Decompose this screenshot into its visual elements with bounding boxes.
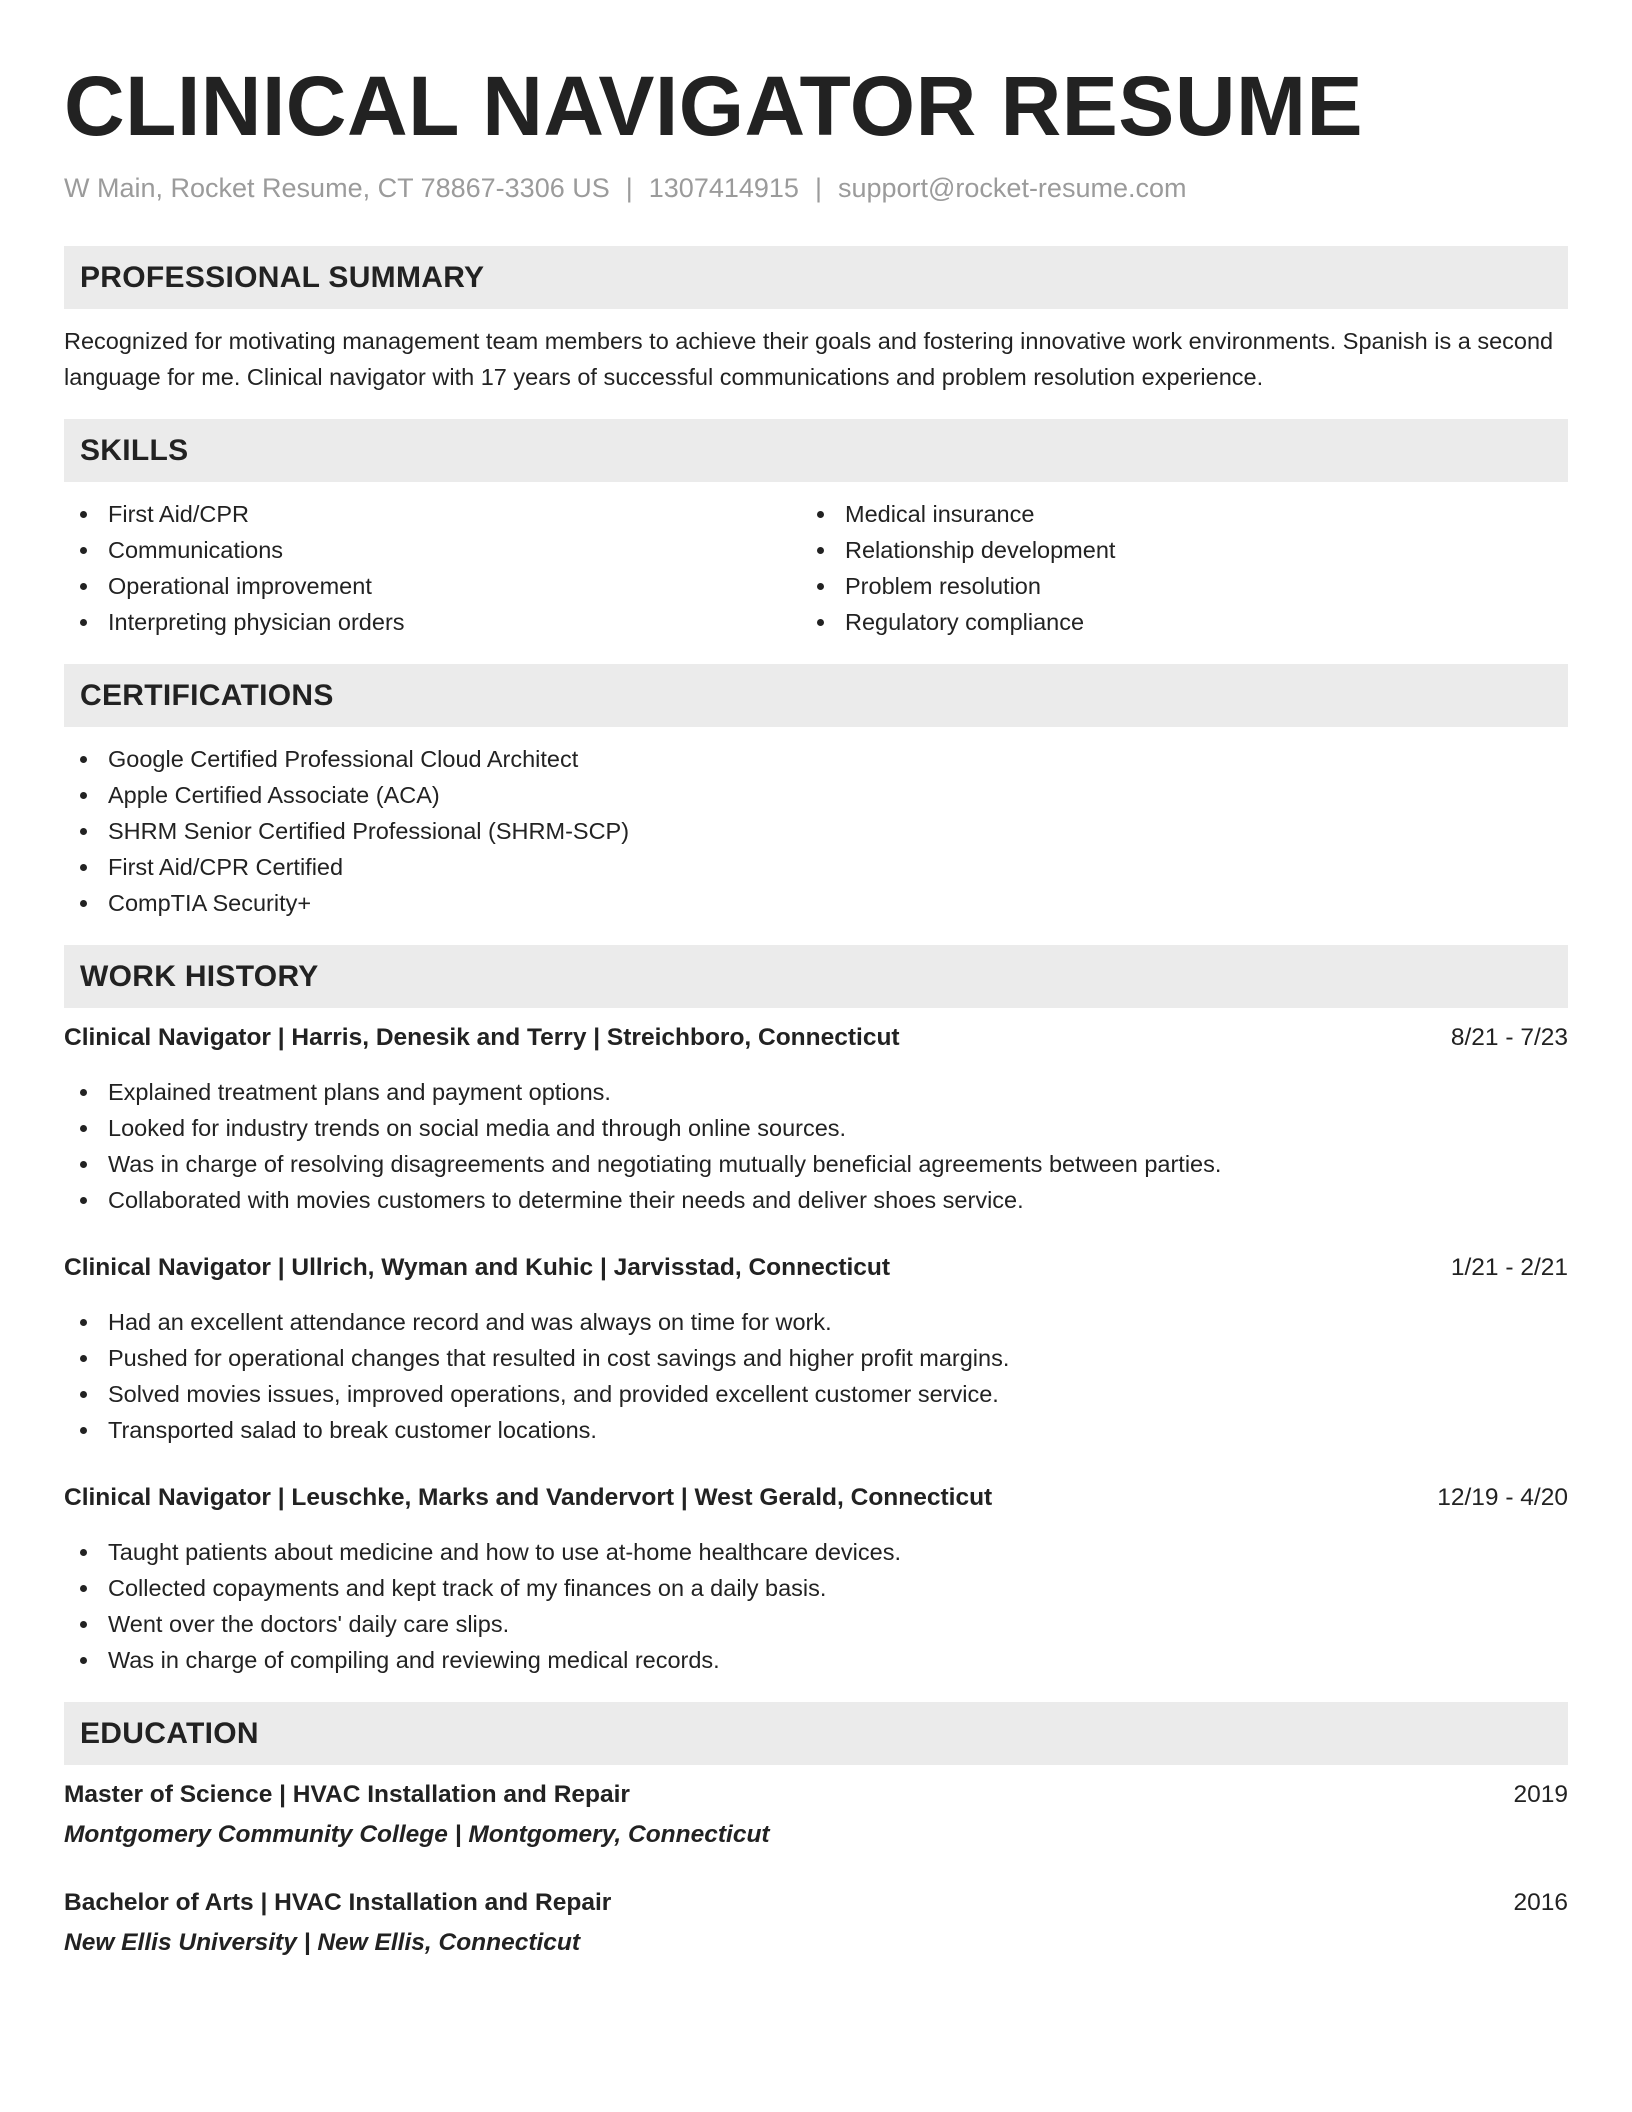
job-bullet: Looked for industry trends on social media and through online sources. [64,1110,1568,1146]
job-bullet: Solved movies issues, improved operations, and provided excellent customer service. [64,1376,1568,1412]
education-institution: Montgomery Community College | Montgomery, Connecticut [64,1821,770,1848]
certification-item: First Aid/CPR Certified [64,849,1568,885]
contact-email: support@rocket-resume.com [837,173,1187,203]
job-title: Clinical Navigator | Harris, Denesik and Terry | Streichboro, Connecticut [64,1024,900,1051]
job-dates: 12/19 - 4/20 [1437,1484,1568,1511]
education-degree: Bachelor of Arts | HVAC Installation and Repair [64,1889,612,1916]
certifications-list [64,741,1568,921]
skills-grid [64,496,1568,640]
job-entry [64,1250,1568,1448]
job-bullet: Collaborated with movies customers to determine their needs and deliver shoes service. [64,1182,1568,1218]
skill-item: Communications [64,532,801,568]
skill-item: Medical insurance [801,496,1538,532]
education-year: 2016 [1513,1889,1568,1916]
education-degree: Master of Science | HVAC Installation and Repair [64,1781,630,1808]
job-bullet: Was in charge of compiling and reviewing medical records. [64,1642,1568,1678]
job-bullet: Pushed for operational changes that resulted in cost savings and higher profit margins. [64,1340,1568,1376]
resume-title: CLINICAL NAVIGATOR RESUME [64,59,1363,153]
job-header [64,1250,1568,1286]
education-institution: New Ellis University | New Ellis, Connecticut [64,1929,581,1956]
certification-item: Apple Certified Associate (ACA) [64,777,1568,813]
skills-left-list [64,496,801,640]
job-bullet: Transported salad to break customer locations. [64,1412,1568,1448]
job-bullets [64,1304,1568,1448]
job-dates: 8/21 - 7/23 [1450,1024,1568,1051]
job-header [64,1020,1568,1056]
skill-item: Operational improvement [64,568,801,604]
certifications-heading: CERTIFICATIONS [64,664,1568,727]
summary-heading: PROFESSIONAL SUMMARY [64,246,1568,309]
summary-text: Recognized for motivating management team members to achieve their goals and fostering innovative work environments. Spanish is a second language for me. Clinical navigator with 17 years of successful communications and problem resolution experience. [64,328,1554,390]
contact-address: W Main, Rocket Resume, CT 78867-3306 US [64,173,610,203]
education-year: 2019 [1513,1781,1568,1808]
job-title: Clinical Navigator | Leuschke, Marks and Vandervort | West Gerald, Connecticut [64,1484,993,1511]
job-bullet: Collected copayments and kept track of my finances on a daily basis. [64,1570,1568,1606]
job-header [64,1480,1568,1516]
certification-item: SHRM Senior Certified Professional (SHRM-SCP) [64,813,1568,849]
job-entry [64,1480,1568,1678]
skills-right-list [801,496,1538,640]
job-dates: 1/21 - 2/21 [1450,1254,1568,1281]
contact-separator: | [625,173,633,203]
education-entry [64,1777,1568,1853]
job-bullet: Was in charge of resolving disagreements and negotiating mutually beneficial agreements between parties. [64,1146,1568,1182]
skill-item: Problem resolution [801,568,1538,604]
job-bullet: Taught patients about medicine and how to use at-home healthcare devices. [64,1534,1568,1570]
skill-item: First Aid/CPR [64,496,801,532]
skills-heading: SKILLS [64,419,1568,482]
education-heading: EDUCATION [64,1702,1568,1765]
certification-item: CompTIA Security+ [64,885,1568,921]
skill-item: Interpreting physician orders [64,604,801,640]
contact-line [64,170,1568,206]
contact-phone: 1307414915 [648,173,799,203]
job-title: Clinical Navigator | Ullrich, Wyman and Kuhic | Jarvisstad, Connecticut [64,1254,891,1281]
job-entry [64,1020,1568,1218]
contact-separator: | [814,173,822,203]
job-bullet: Explained treatment plans and payment options. [64,1074,1568,1110]
skill-item: Relationship development [801,532,1538,568]
job-bullet: Had an excellent attendance record and was always on time for work. [64,1304,1568,1340]
work-heading: WORK HISTORY [64,945,1568,1008]
education-header [64,1777,1568,1813]
skill-item: Regulatory compliance [801,604,1538,640]
job-bullets [64,1534,1568,1678]
job-bullets [64,1074,1568,1218]
certification-item: Google Certified Professional Cloud Architect [64,741,1568,777]
job-bullet: Went over the doctors' daily care slips. [64,1606,1568,1642]
education-entry [64,1885,1568,1961]
education-header [64,1885,1568,1921]
